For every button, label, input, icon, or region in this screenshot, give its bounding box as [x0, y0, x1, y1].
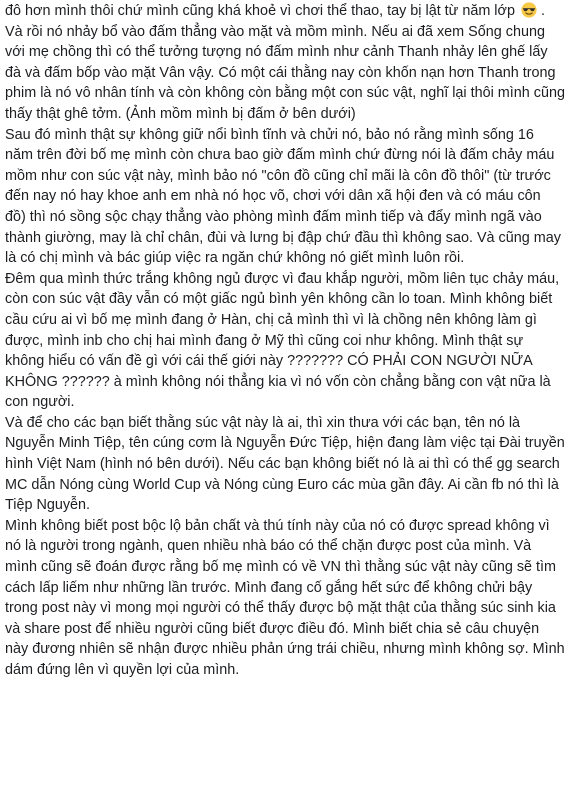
- post-paragraph-3: Đêm qua mình thức trắng không ngủ được vì đau khắp người, mồm liên tục chảy máu, còn con súc vật đầy vẫn có một giấc ngủ bình yên không cần lo toan. Mình không biết cầu cứu ai vì bố mẹ mình đang ở Hàn, chị cả mình thì vì là chồng nên không làm gì được, mình inb cho chị hai mình đang ở Mỹ thì cũng coi như không. Mình thật sự không hiểu có vấn đề gì với cái thế giới này ??????? CÓ PHẢI CON NGƯỜI NỮA KHÔNG ?????? à mình không nói thẳng kia vì nó vốn còn chẳng bằng con vật nữa là con người.: [5, 270, 560, 411]
- smiling-face-with-sunglasses-icon: [521, 2, 537, 18]
- paragraph-text: . Và rồi nó nhảy bổ vào đấm thẳng vào mặt và mồm mình. Nếu ai đã xem Sống chung với mẹ chồng thì có thể tưởng tượng nó đấm mình như cảnh Thanh nhảy lên ghế lấy đà và đấm bốp vào mặt Vân vậy. Có một cái thằng nay còn khốn nạn hơn Thanh trong phim là nó vô nhân tính và còn không còn bằng một con súc vật, nghĩ lại thôi mình cũng thấy thật ghê tởm. (Ảnh mồm mình bị đấm ở bên dưới): [5, 3, 565, 122]
- post-paragraph-2: Sau đó mình thật sự không giữ nổi bình tĩnh và chửi nó, bảo nó rằng mình sống 16 năm trên đời bố mẹ mình còn chưa bao giờ đấm mình chứ đừng nói là đấm chảy máu mồm như con súc vật này, mình bảo nó "côn đồ cũng chỉ mãi là côn đồ thôi" (từ trước đến nay nó hay khoe anh em nhà nó học võ, chơi với dân xã hội đen và có máu côn đồ) thì nó sồng sộc chạy thẳng vào phòng mình đấm mình tiếp và đẩy mình ngã vào thành giường, may là chỉ chân, đùi và lưng bị đập chứ đầu thì không sao. Và cũng may là có chị mình và bác giúp việc ra ngăn chứ không nó giết mình luôn rồi.: [5, 126, 561, 267]
- post-paragraph-1: [5, 1, 565, 125]
- post-paragraph-4: Và để cho các bạn biết thằng súc vật này là ai, thì xin thưa với các bạn, tên nó là Nguyễn Minh Tiệp, tên cúng cơm là Nguyễn Đức Tiệp, hiện đang làm việc tại Đài truyền hình Việt Nam (hình nó bên dưới). Nếu các bạn không biết nó là ai thì có thể gg search MC dẫn Nóng cùng World Cup và Nóng cùng Euro các mùa gần đây. Ai cần fb nó thì là Tiệp Nguyễn.: [5, 414, 565, 514]
- paragraph-text: đô hơn mình thôi chứ mình cũng khá khoẻ vì chơi thể thao, tay bị lật từ năm lớp: [5, 3, 519, 19]
- post-paragraph-5: Mình không biết post bộc lộ bản chất và thú tính này của nó có được spread không vì nó là người trong ngành, quen nhiều nhà báo có thể chặn được post của mình. Và mình cũng sẽ đoán được rằng bố mẹ mình có về VN thì thằng súc vật này cũng sẽ tìm cách lấp liếm như những lần trước. Mình đang cố gắng hết sức để không chửi bậy trong post này vì mong mọi người có thể thấy được bộ mặt thật của thằng súc sinh kia và share post để nhiều người cũng biết được điều đó. Mình biết chia sẻ câu chuyện này đương nhiên sẽ nhận được nhiều phản ứng trái chiều, nhưng mình không sợ. Mình dám đứng lên vì quyền lợi của mình.: [5, 517, 565, 678]
